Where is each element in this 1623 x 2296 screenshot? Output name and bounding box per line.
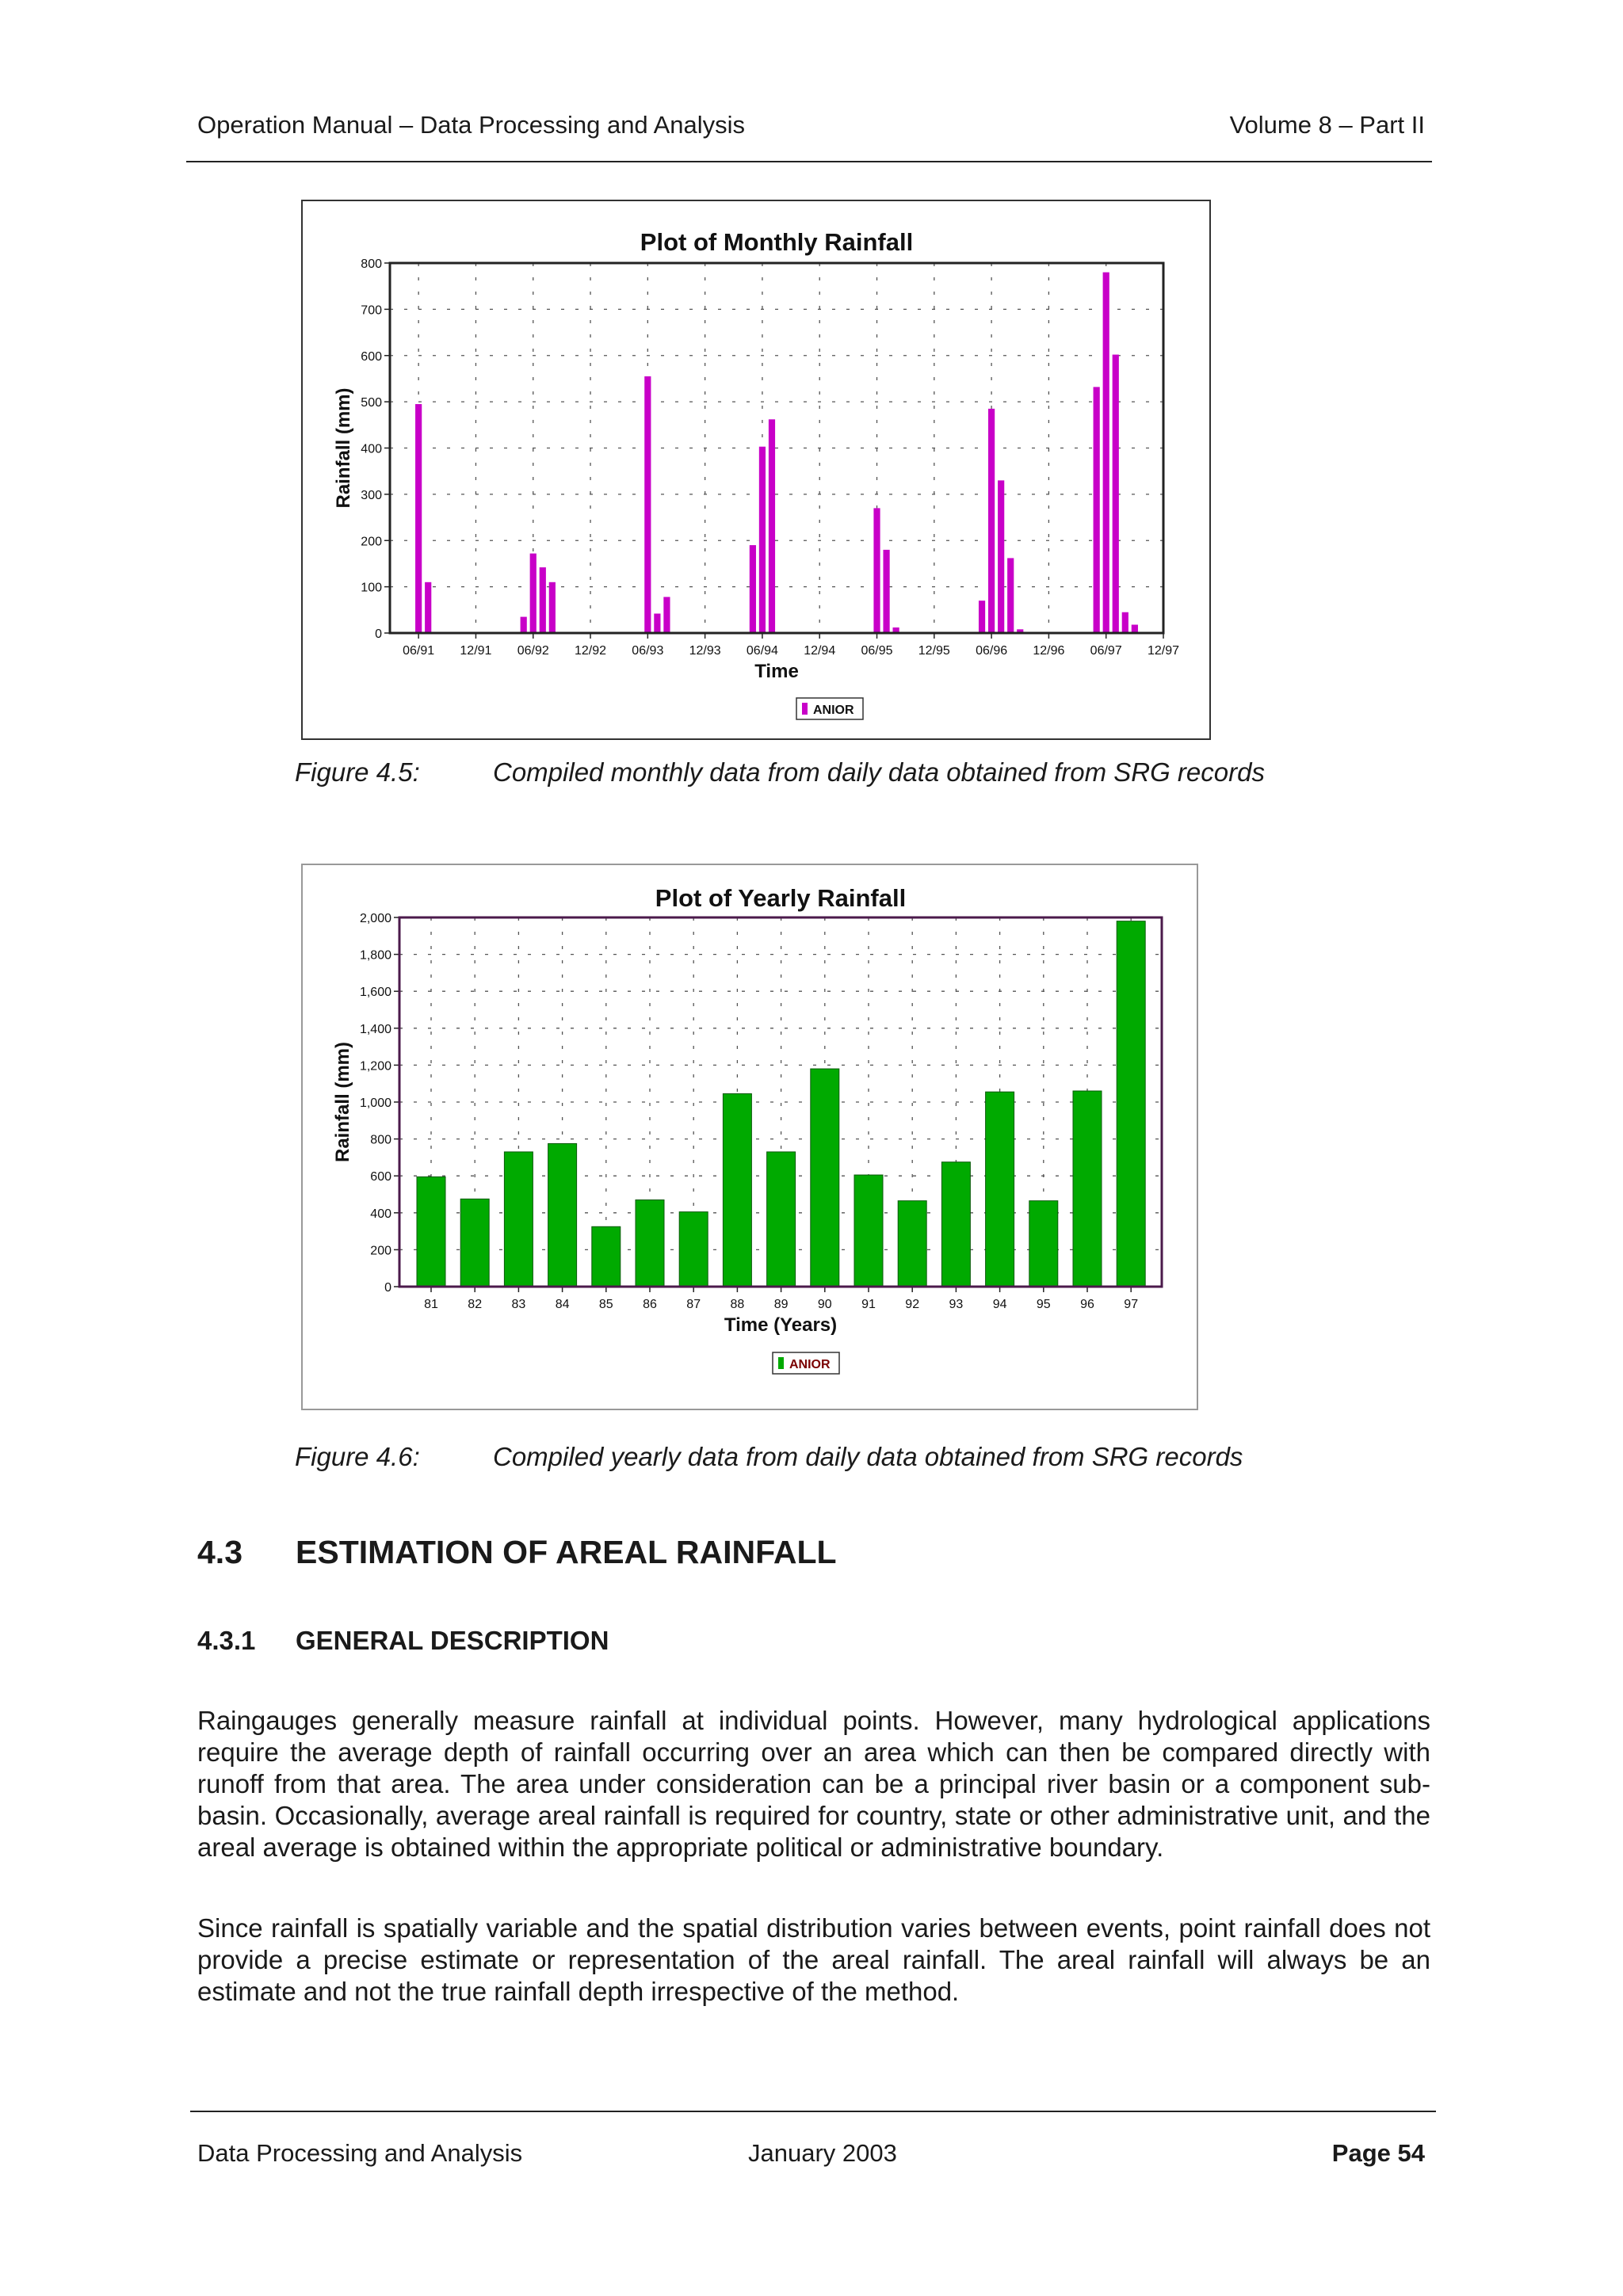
caption-number: Figure 4.6: xyxy=(295,1442,420,1471)
x-axis-label: Time (Years) xyxy=(724,1314,838,1336)
header-volume: Volume 8 – Part II xyxy=(1229,111,1425,139)
bar xyxy=(811,1069,839,1287)
x-axis-label: Time xyxy=(754,661,799,682)
subsection-title: GENERAL DESCRIPTION xyxy=(296,1626,609,1655)
bar xyxy=(592,1226,621,1287)
x-tick-label: 12/96 xyxy=(1033,644,1065,658)
y-tick-label: 300 xyxy=(361,488,382,502)
footer-rule xyxy=(190,2111,1436,2112)
legend-label: ANIOR xyxy=(813,704,854,717)
footer-date: January 2003 xyxy=(748,2139,897,2167)
x-tick-label: 86 xyxy=(643,1298,657,1311)
y-tick-label: 200 xyxy=(370,1244,391,1258)
x-tick-label: 12/91 xyxy=(460,644,492,658)
y-tick-label: 800 xyxy=(370,1133,391,1147)
bar xyxy=(767,1152,796,1287)
x-tick-label: 97 xyxy=(1124,1298,1139,1311)
y-tick-label: 0 xyxy=(384,1281,391,1295)
x-tick-label: 82 xyxy=(468,1298,483,1311)
x-tick-label: 89 xyxy=(773,1298,789,1311)
x-tick-label: 84 xyxy=(555,1298,570,1311)
bar xyxy=(979,601,985,633)
x-tick-label: 12/93 xyxy=(689,644,721,658)
bar xyxy=(654,613,660,633)
monthly-chart-frame xyxy=(301,200,1211,740)
x-tick-label: 06/97 xyxy=(1090,644,1122,658)
bar xyxy=(636,1199,664,1287)
yearly-chart-frame xyxy=(301,864,1198,1410)
y-tick-label: 400 xyxy=(361,442,382,456)
caption-text: Compiled yearly data from daily data obtained from SRG records xyxy=(493,1442,1243,1471)
bar xyxy=(425,582,431,633)
bar xyxy=(1132,624,1138,633)
bar xyxy=(417,1177,445,1287)
header-title: Operation Manual – Data Processing and Analysis xyxy=(197,111,746,139)
y-tick-label: 600 xyxy=(361,349,382,364)
chart-title: Plot of Yearly Rainfall xyxy=(655,884,907,912)
y-tick-label: 600 xyxy=(370,1170,391,1184)
header-rule xyxy=(186,161,1432,162)
y-tick-label: 2,000 xyxy=(359,912,391,925)
bar xyxy=(1113,355,1119,633)
bar xyxy=(679,1212,708,1287)
monthly-rainfall-chart xyxy=(303,201,1209,738)
legend-swatch xyxy=(778,1357,784,1369)
footer-doc-title: Data Processing and Analysis xyxy=(197,2139,523,2167)
x-tick-label: 06/91 xyxy=(403,644,435,658)
y-tick-label: 100 xyxy=(361,581,382,595)
y-tick-label: 1,600 xyxy=(359,986,391,1000)
bar xyxy=(898,1201,926,1287)
x-tick-label: 96 xyxy=(1080,1298,1094,1311)
x-tick-label: 88 xyxy=(730,1298,745,1311)
x-tick-label: 12/95 xyxy=(918,644,950,658)
x-tick-label: 83 xyxy=(511,1298,526,1311)
bar xyxy=(1103,273,1109,633)
y-tick-label: 1,200 xyxy=(359,1059,391,1074)
paragraph-1: Raingauges generally measure rainfall at individual points. However, many hydrological applications require the average depth of rainfall occurring over an area which can then be compared directly with runoff from that area. The area under consideration can be a principal river basin or a component sub-basin. Occasionally, average areal rainfall is required for country, state or other administrative unit, and the areal average is obtained within the appropriate political or administrative boundary. xyxy=(197,1706,1430,1862)
x-tick-label: 06/93 xyxy=(632,644,664,658)
x-tick-label: 12/97 xyxy=(1147,644,1180,658)
y-tick-label: 700 xyxy=(361,303,382,318)
x-tick-label: 90 xyxy=(817,1298,832,1311)
chart-title: Plot of Monthly Rainfall xyxy=(640,228,914,256)
section-number: 4.3 xyxy=(197,1534,242,1570)
bar xyxy=(1122,612,1128,633)
y-tick-label: 1,400 xyxy=(359,1022,391,1036)
x-tick-label: 92 xyxy=(905,1298,920,1311)
bar xyxy=(941,1162,970,1287)
y-tick-label: 200 xyxy=(361,535,382,549)
bar xyxy=(460,1199,489,1287)
bar xyxy=(988,409,995,633)
y-tick-label: 0 xyxy=(375,627,382,641)
bar xyxy=(998,480,1004,633)
x-tick-label: 93 xyxy=(949,1298,964,1311)
bar xyxy=(854,1175,883,1287)
y-tick-label: 400 xyxy=(370,1207,391,1221)
caption-text: Compiled monthly data from daily data obtained from SRG records xyxy=(493,757,1265,787)
bar xyxy=(549,582,556,633)
x-tick-label: 06/92 xyxy=(517,644,549,658)
x-tick-label: 95 xyxy=(1036,1298,1051,1311)
bar xyxy=(1007,558,1014,633)
x-tick-label: 91 xyxy=(861,1298,876,1311)
y-tick-label: 500 xyxy=(361,396,382,410)
x-tick-label: 85 xyxy=(598,1298,613,1311)
paragraph-2: Since rainfall is spatially variable and the spatial distribution varies between events, point rainfall does not provide a precise estimate or representation of the areal rainfall. The areal rainfall will always be an estimate and not the true rainfall depth irrespective of the method. xyxy=(197,1913,1430,2006)
bar xyxy=(530,554,537,633)
x-tick-label: 87 xyxy=(686,1298,701,1311)
x-tick-label: 06/96 xyxy=(976,644,1008,658)
y-axis-label: Rainfall (mm) xyxy=(332,1041,353,1163)
yearly-rainfall-chart xyxy=(303,865,1197,1409)
bar xyxy=(540,567,546,633)
bar xyxy=(663,597,670,633)
bar xyxy=(1117,921,1145,1287)
bar xyxy=(873,508,880,633)
x-tick-label: 94 xyxy=(992,1298,1007,1311)
x-tick-label: 81 xyxy=(424,1298,438,1311)
y-axis-label: Rainfall (mm) xyxy=(333,387,354,509)
bar xyxy=(521,617,527,633)
bar xyxy=(986,1092,1014,1287)
bar xyxy=(644,376,651,633)
bar xyxy=(769,419,775,633)
bar xyxy=(504,1152,533,1287)
section-title: ESTIMATION OF AREAL RAINFALL xyxy=(296,1534,837,1570)
y-tick-label: 1,800 xyxy=(359,948,391,963)
bar xyxy=(1073,1091,1102,1287)
x-tick-label: 12/94 xyxy=(804,644,836,658)
bar xyxy=(723,1094,751,1287)
bar xyxy=(883,550,889,633)
caption-number: Figure 4.5: xyxy=(295,757,420,787)
bar xyxy=(759,447,766,633)
y-tick-label: 800 xyxy=(361,257,382,271)
legend-swatch xyxy=(802,703,808,715)
x-tick-label: 12/92 xyxy=(575,644,607,658)
bar xyxy=(1094,387,1100,633)
y-tick-label: 1,000 xyxy=(359,1097,391,1110)
bar xyxy=(750,545,756,633)
x-tick-label: 06/94 xyxy=(746,644,778,658)
bar xyxy=(1029,1201,1058,1287)
footer-page-number: Page 54 xyxy=(1331,2139,1425,2167)
subsection-number: 4.3.1 xyxy=(197,1626,256,1655)
bar xyxy=(415,404,422,633)
x-tick-label: 06/95 xyxy=(861,644,893,658)
legend-label: ANIOR xyxy=(789,1358,831,1371)
bar xyxy=(548,1143,577,1287)
